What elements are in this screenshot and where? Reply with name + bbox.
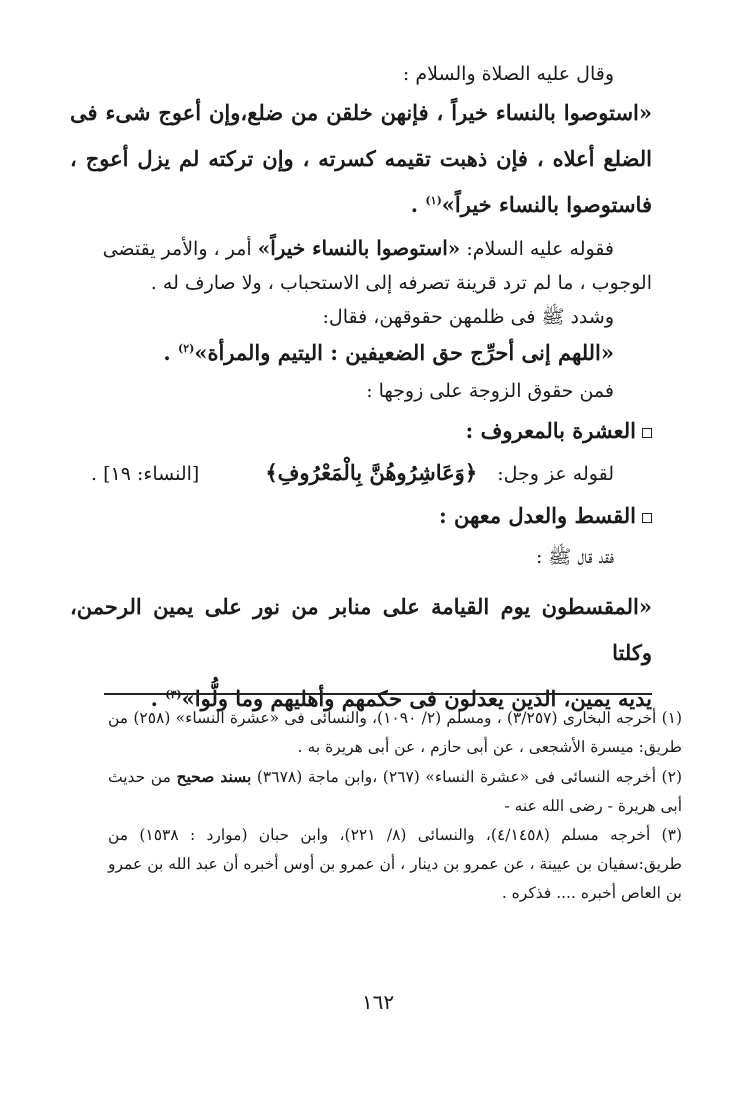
footnote-2-bold: بسند صحيح	[176, 767, 252, 786]
hadith-1-line-1: «استوصوا بالنساء خيراً ، فإنهن خلقن من ضلع،وإن أعوج شىء فى	[70, 100, 652, 125]
hadith-1-line-3: فاستوصوا بالنساء خيراً»$^{(١)}$ .	[410, 192, 652, 217]
intro-line: وقال عليه الصلاة والسلام :	[402, 63, 614, 85]
square-bullet-icon	[642, 513, 652, 523]
page-number: ١٦٢	[361, 990, 395, 1014]
heading-kindness: العشرة بالمعروف :	[70, 409, 652, 453]
intro-3: فقد قال ﷺ :	[535, 546, 614, 568]
footnote-2: (٢) أخرجه النسائى فى «عشرة النساء» (٢٦٧) ،وابن ماجة (٣٦٧٨) بسند صحيح من حديث أبى هريرة - رضى الله عنه -	[108, 767, 682, 815]
footnote-3: (٣) أخرجه مسلم (٤/١٤٥٨)، والنسائى (٨/ ٢٢١)، وابن حبان (موارد : ١٥٣٨) من طريق:سفيان بن عيينة ، عن عمرو بن دينار ، أن عمرو بن أوس أخبره أن عبد الله بن عمرو بن العاص أخبره .... فذكره .	[108, 826, 682, 902]
footnote-ref-1: (١)	[425, 194, 442, 207]
hadith-1-line-2: الضلع أعلاه ، فإن ذهبت تقيمه كسرته ، وإن تركته لم يزل أعوج ،	[70, 146, 652, 171]
commentary-1-line-2: الوجوب ، ما لم ترد قرينة تصرفه إلى الاستحباب ، ولا صارف له .	[150, 272, 652, 294]
quran-verse: ﴿وَعَاشِرُوهُنَّ بِالْمَعْرُوفِ﴾	[265, 460, 478, 485]
hadith-1	[70, 90, 652, 228]
heading-justice: القسط والعدل معهن :	[70, 494, 652, 538]
hadith-3-line-1: «المقسطون يوم القيامة على منابر من نور على يمين الرحمن، وكلتا	[70, 594, 652, 665]
hadith-2: «اللهم إنى أحرِّج حق الضعيفين : اليتيم والمرأة»$^{(٢)}$ .	[163, 340, 614, 365]
footnotes	[108, 704, 682, 908]
square-bullet-icon	[642, 428, 652, 438]
hadith-3	[70, 584, 652, 722]
page-body	[70, 58, 652, 722]
verse-reference: [النساء: ١٩]	[103, 463, 200, 485]
hadith-3-line-2: يديه يمين، الذين يعدلون فى حكمهم وأهليهم وما ولُّوا»$^{(٣)}$ .	[150, 686, 652, 711]
intro-2: وشدد ﷺ فى ظلمهن حقوقهن، فقال:	[322, 306, 614, 328]
footnote-divider	[104, 693, 652, 695]
footnote-ref-2: (٢)	[177, 342, 195, 355]
verse-line: لقوله عز وجل: ﴿وَعَاشِرُوهُنَّ بِالْمَعْرُوفِ﴾ [النساء: ١٩] .	[91, 460, 614, 485]
footnote-1: (١) أخرجه البخارى (٣/٢٥٧) ، ومسلم (٢/ ١٠٩٠)، والنسائى فى «عشرة النساء» (٢٥٨) من طريق: ميسرة الأشجعى ، عن أبى حازم ، عن أبى هريرة به .	[108, 709, 683, 756]
commentary-1-line-1: فقوله عليه السلام: «استوصوا بالنساء خيراً» أمر ، والأمر يقتضى	[102, 236, 614, 260]
rights-intro: فمن حقوق الزوجة على زوجها :	[366, 380, 614, 402]
commentary-quote: «استوصوا بالنساء خيراً»	[257, 236, 461, 260]
footnote-ref-3: (٣)	[165, 688, 182, 701]
